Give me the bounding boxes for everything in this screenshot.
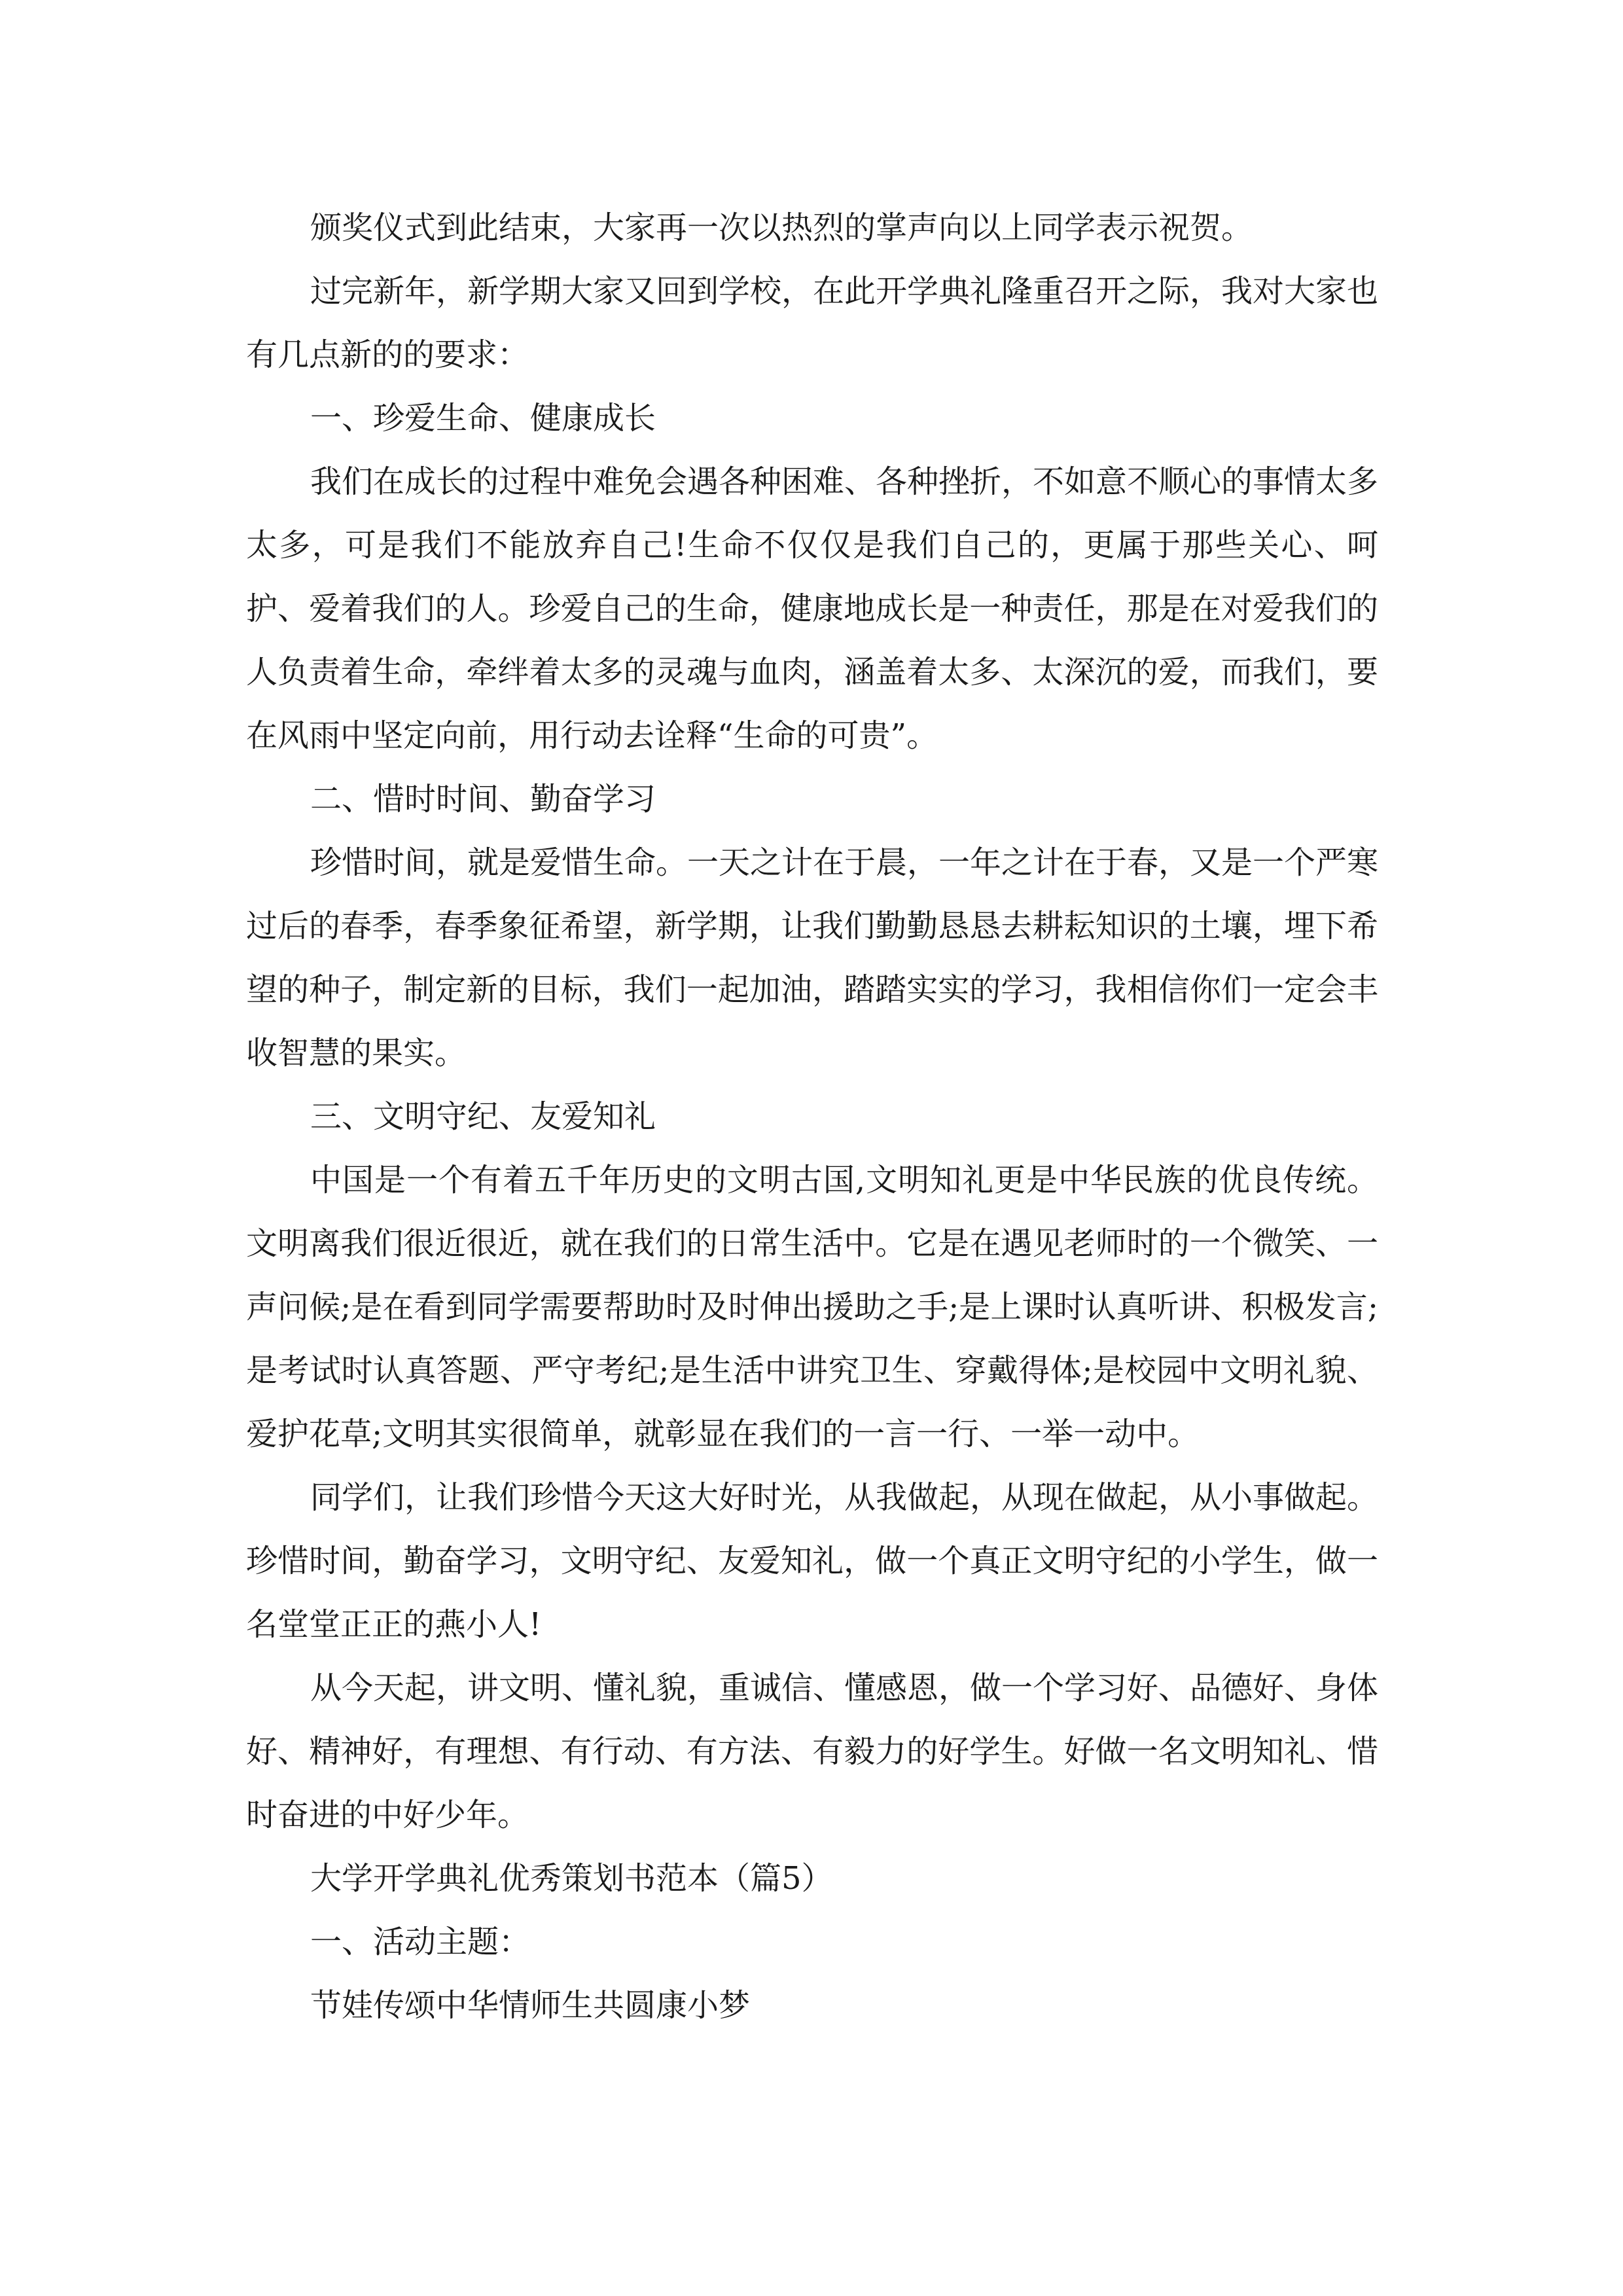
paragraph-new-term: 过完新年，新学期大家又回到学校，在此开学典礼隆重召开之际，我对大家也有几点新的的要求： (246, 273, 1379, 373)
section-title: 大学开学典礼优秀策划书范本（篇5） (310, 1860, 833, 1897)
heading-civility: 三、文明守纪、友爱知礼 (310, 1098, 656, 1135)
paragraph-cherish-time: 珍惜时间，就是爱惜生命。一天之计在于晨，一年之计在于春，又是一个严寒过后的春季，春季象征希望，新学期，让我们勤勤恳恳去耕耘知识的土壤，埋下希望的种子，制定新的目标，我们一起加油，踏踏实实的学习，我相信你们一定会丰收智慧的果实。 (246, 844, 1379, 1071)
paragraph-civility: 中国是一个有着五千年历史的文明古国,文明知礼更是中华民族的优良传统。文明离我们很近很近，就在我们的日常生活中。它是在遇见老师时的一个微笑、一声问候;是在看到同学需要帮助时及时伸出援助之手;是上课时认真听讲、积极发言;是考试时认真答题、严守考纪;是生活中讲究卫生、穿戴得体;是校园中文明礼貌、爱护花草;文明其实很简单，就彰显在我们的一言一行、一举一动中。 (246, 1162, 1378, 1452)
paragraph-from-today: 从今天起，讲文明、懂礼貌，重诚信、懂感恩，做一个学习好、品德好、身体好、精神好，有理想、有行动、有方法、有毅力的好学生。好做一名文明知礼、惜时奋进的中好少年。 (246, 1670, 1379, 1833)
paragraph-theme-text: 节娃传颂中华情师生共圆康小梦 (310, 1987, 751, 2024)
paragraph-cherish-life: 我们在成长的过程中难免会遇各种困难、各种挫折，不如意不顺心的事情太多太多，可是我们不能放弃自己!生命不仅仅是我们自己的，更属于那些关心、呵护、爱着我们的人。珍爱自己的生命，健康地成长是一种责任，那是在对爱我们的人负责着生命，牵绊着太多的灵魂与血肉，涵盖着太多、太深沉的爱，而我们，要在风雨中坚定向前，用行动去诠释“生命的可贵”。 (246, 463, 1379, 754)
heading-cherish-life: 一、珍爱生命、健康成长 (310, 400, 656, 437)
paragraph-closing: 颁奖仪式到此结束，大家再一次以热烈的掌声向以上同学表示祝贺。 (310, 209, 1253, 246)
paragraph-students-call: 同学们，让我们珍惜今天这大好时光，从我做起，从现在做起，从小事做起。珍惜时间，勤奋学习，文明守纪、友爱知礼，做一个真正文明守纪的小学生，做一名堂堂正正的燕小人! (246, 1479, 1379, 1643)
heading-cherish-time: 二、惜时时间、勤奋学习 (310, 781, 656, 817)
heading-activity-theme: 一、活动主题： (310, 1924, 531, 1960)
document-body (246, 196, 1378, 2037)
